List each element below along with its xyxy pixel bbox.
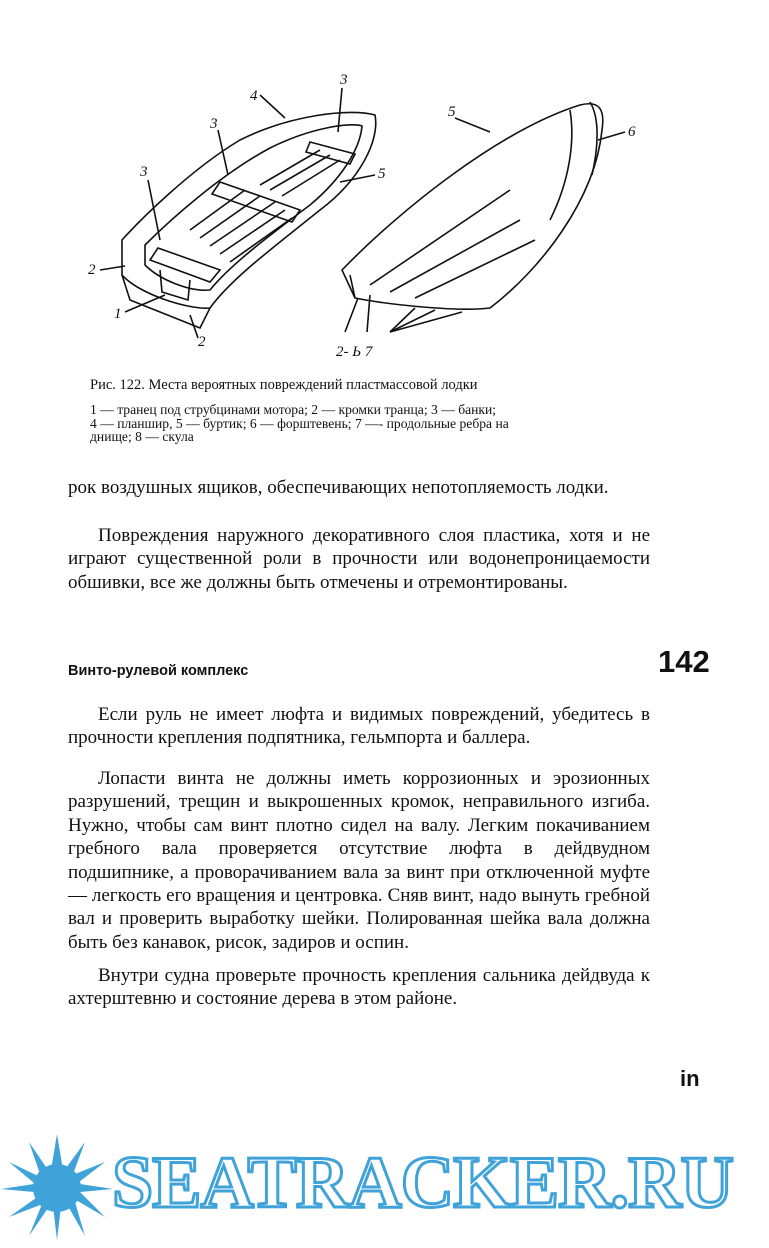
caption-legend-line: днище; 8 — скула	[90, 429, 194, 444]
paragraph-rudder	[68, 703, 650, 750]
label-2-bottom: 2	[198, 334, 206, 350]
side-mark: in	[680, 1066, 700, 1091]
label-4: 4	[250, 88, 258, 104]
page-number: 142	[658, 644, 710, 679]
caption-legend	[90, 403, 650, 444]
paragraph-text: Повреждения наружного декоративного слоя пластика, хотя и не играют существенной роли в прочности или водонепроницаемости обшивки, все же должны быть отмечены и отремонтированы.	[68, 525, 650, 593]
paragraph-text: Если руль не имеет люфта и видимых повреждений, убедитесь в прочности крепления подпятника, гельмпорта и баллера.	[68, 704, 650, 749]
watermark-text: SEATRACKER.RU	[112, 1142, 733, 1224]
paragraph-stern-tube	[68, 964, 650, 1011]
label-2-left: 2	[88, 262, 96, 278]
boat-top-view	[100, 88, 376, 338]
label-3-top: 3	[340, 72, 348, 88]
paragraph-continuation	[68, 476, 650, 499]
label-6: 6	[628, 124, 636, 140]
label-bottom-group: 2- Ь 7	[336, 344, 373, 360]
paragraph-decorative-layer	[68, 524, 650, 594]
paragraph-text: Лопасти винта не должны иметь коррозионных и эрозионных разрушений, трещин и выкрошенных кромок, неправильного изгиба. Нужно, чтобы сам винт плотно сидел на валу. Легким покачиванием гребного вала проверяется отсутствие люфта в дейдвудном подшипнике, а проворачиванием вала за винт при отключенной муфте — легкость его вращения и центровка. Сняв винт, надо вынуть гребной вал и проверить выработку шейки. Полированная шейка вала должна быть без канавок, рисок, задиров и оспин.	[68, 768, 650, 953]
caption-legend-line: 4 — планшир, 5 — буртик; 6 — форштевень; 7 —- продольные ребра на	[90, 415, 509, 431]
paragraph-text: Внутри судна проверьте прочность крепления сальника дейдвуда к ахтерштевню и состояние дерева в этом районе.	[68, 965, 650, 1010]
figure-caption	[90, 378, 650, 444]
sun-logo-icon	[0, 1132, 115, 1242]
section-heading: Винто-рулевой комплекс	[68, 663, 249, 679]
label-3-mid: 3	[210, 116, 218, 132]
label-5-right: 5	[448, 104, 456, 120]
boat-damage-illustration	[70, 70, 670, 370]
caption-legend-line: 1 — транец под струбцинами мотора; 2 — кромки транца; 3 — банки;	[90, 402, 497, 417]
paragraph-propeller	[68, 767, 650, 954]
label-5-left: 5	[378, 166, 386, 182]
label-3-left: 3	[140, 164, 148, 180]
label-1: 1	[114, 306, 122, 322]
paragraph-text: рок воздушных ящиков, обеспечивающих непотопляемость лодки.	[68, 477, 609, 498]
boat-bottom-view	[342, 102, 625, 332]
caption-title: Рис. 122. Места вероятных повреждений пластмассовой лодки	[90, 377, 478, 393]
